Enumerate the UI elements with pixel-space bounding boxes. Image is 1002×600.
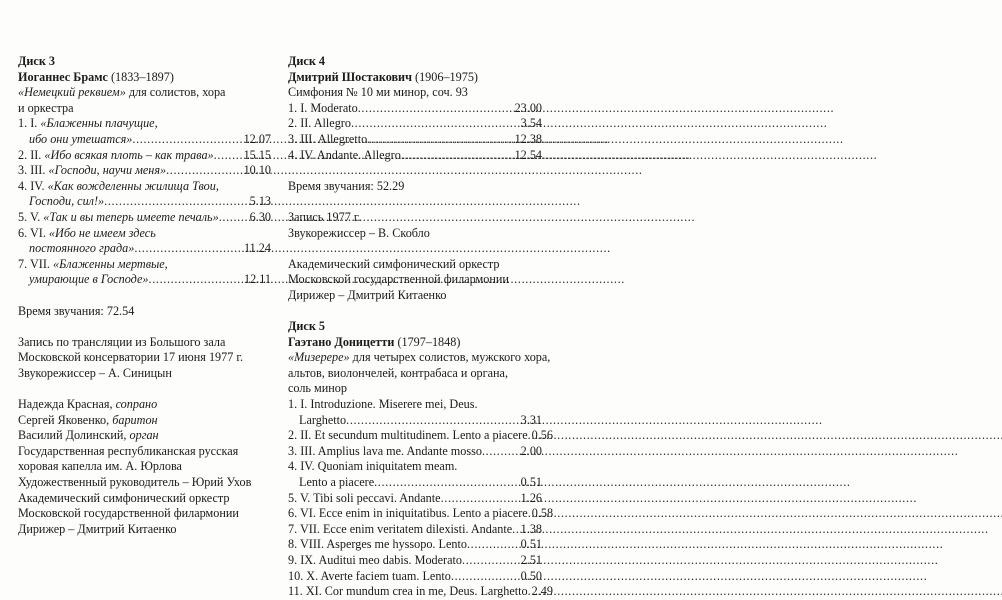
- track-9: [288, 553, 542, 569]
- track-title: 8. VIII. Asperges me hyssopo. Lento: [288, 537, 467, 552]
- track-duration: 23.00: [514, 100, 542, 115]
- leader-dots: [482, 444, 521, 460]
- track-number: 3. III.: [18, 163, 49, 178]
- track-3: [18, 163, 271, 179]
- work-title: Симфония № 10 ми минор, соч. 93: [288, 85, 468, 100]
- track-1-line1: [18, 116, 271, 132]
- track-3: [288, 444, 542, 460]
- track-duration: 12.07: [243, 131, 271, 146]
- credit-line: Художественный руководитель – Юрий Ухов: [18, 475, 252, 490]
- track-title: «Ибо всякая плоть – как трава»: [44, 147, 214, 162]
- work-title-line2: и оркестра: [18, 100, 74, 115]
- composer-years: (1833–1897): [107, 69, 174, 84]
- track-title: 11. XI. Cor mundum crea in me, Deus. Larghetto: [288, 584, 528, 599]
- track-number: 7. VII.: [18, 256, 53, 271]
- track-title: 1. I. Moderato: [288, 100, 358, 115]
- track-7: [288, 522, 542, 538]
- track-title: 2. II. Et secundum multitudinem. Lento a piacere: [288, 428, 528, 443]
- work-title-line3: соль минор: [288, 381, 347, 396]
- track-title: «Господи, научи меня»: [48, 163, 167, 178]
- performer-role: баритон: [112, 412, 158, 427]
- track-title-cont: постоянного града»: [29, 241, 135, 256]
- track-4-line1: [18, 179, 271, 195]
- track-duration: 12.38: [514, 131, 542, 146]
- credit-line: Дирижер – Дмитрий Китаенко: [18, 521, 177, 536]
- track-2: [288, 428, 553, 444]
- track-duration: 10.10: [243, 163, 271, 178]
- credit-line: Дирижер – Дмитрий Китаенко: [288, 287, 447, 302]
- track-2: [288, 116, 542, 132]
- performer-3: [18, 428, 271, 444]
- leader-dots: [149, 272, 245, 288]
- track-title-cont: ибо они утешатся»: [29, 131, 133, 146]
- leader-dots: [512, 522, 521, 538]
- track-7-line1: [18, 257, 271, 273]
- disc-5-heading: Диск 5: [288, 319, 325, 334]
- performer-1: [18, 397, 271, 413]
- credit-line: Академический симфонический оркестр: [288, 256, 500, 271]
- track-title: 10. X. Averte faciem tuam. Lento: [288, 568, 451, 583]
- track-duration: 2.49: [531, 584, 553, 599]
- performer-role: сопрано: [115, 397, 158, 412]
- leader-dots: [467, 537, 521, 553]
- track-6-line2: [18, 241, 271, 257]
- work-title: [288, 350, 551, 366]
- track-2: [18, 148, 271, 164]
- performer-role: орган: [129, 428, 159, 443]
- leader-dots: [132, 132, 243, 148]
- track-title-cont: Lento a piacere: [299, 475, 375, 490]
- composer-years: (1797–1848): [394, 334, 461, 349]
- composer-years: (1906–1975): [411, 69, 478, 84]
- track-3: [288, 132, 542, 148]
- track-duration: 1.26: [520, 490, 542, 505]
- performer-name: Сергей Яковенко,: [18, 412, 113, 427]
- track-duration: 12.11: [244, 272, 271, 287]
- sound-engineer: Звукорежиссер – В. Скобло: [288, 225, 430, 240]
- track-title-cont: Господи, сил!»: [29, 194, 105, 209]
- credit-line: Московской государственной филармонии: [288, 272, 509, 287]
- track-title: 5. V. Tibi soli peccavi. Andante: [288, 490, 441, 505]
- track-title: 7. VII. Ecce enim veritatem dilexisti. Andante: [288, 521, 513, 536]
- track-number: 5. V.: [18, 209, 44, 224]
- track-duration: 2.00: [520, 443, 542, 458]
- work-title-rest: для солистов, хора: [125, 85, 226, 100]
- track-duration: 12.54: [514, 147, 542, 162]
- credit-line: Московской государственной филармонии: [18, 506, 239, 521]
- track-title: 4. IV. Andante. Allegro: [288, 147, 401, 162]
- track-4-line2: [18, 194, 271, 210]
- track-8: [288, 537, 542, 553]
- work-title-line2: альтов, виолончелей, контрабаса и органа,: [288, 365, 509, 380]
- track-duration: 0.58: [531, 506, 554, 521]
- track-duration: 0.50: [520, 568, 542, 583]
- performer-name: Надежда Красная,: [18, 397, 116, 412]
- leader-dots: [358, 101, 515, 117]
- leader-dots: [134, 241, 244, 257]
- track-duration: 6.30: [249, 209, 271, 224]
- track-title: «Блаженны плачущие,: [40, 116, 158, 131]
- track-title-cont: Larghetto: [299, 412, 347, 427]
- leader-dots: [346, 413, 521, 429]
- leader-dots: [367, 132, 514, 148]
- performer-name: Василий Долинский,: [18, 428, 130, 443]
- track-11: [288, 584, 553, 600]
- track-number: 6. VI.: [18, 225, 49, 240]
- work-title-rest: для четырех солистов, мужского хора,: [349, 350, 551, 365]
- work-title: [18, 85, 271, 101]
- track-duration: 15.15: [243, 147, 271, 162]
- leader-dots: [219, 210, 250, 226]
- track-duration: 0.56: [531, 428, 553, 443]
- track-6-line1: [18, 226, 271, 242]
- track-6: [288, 506, 554, 522]
- leader-dots: [104, 194, 250, 210]
- track-duration: 0.51: [520, 537, 542, 552]
- track-1-line2: [288, 413, 542, 429]
- leader-dots: [451, 569, 521, 585]
- sound-engineer: Звукорежиссер – А. Синицын: [18, 365, 172, 380]
- right-column: [288, 54, 554, 600]
- performer-2: [18, 413, 271, 429]
- leader-dots: [166, 163, 243, 179]
- work-title-italic: «Мизерере»: [288, 350, 350, 365]
- disc-4-heading: Диск 4: [288, 54, 325, 68]
- track-4-line1: 4. IV. Quoniam iniquitatem meam.: [288, 459, 458, 474]
- track-7-line2: [18, 272, 271, 288]
- track-duration: 3.31: [520, 412, 542, 427]
- track-1-line1: 1. I. Introduzione. Miserere mei, Deus.: [288, 397, 478, 412]
- track-duration: 1.38: [520, 521, 542, 536]
- credit-line: хоровая капелла им. А. Юрлова: [18, 459, 182, 474]
- track-number: 2. II.: [18, 147, 45, 162]
- track-title: 6. VI. Ecce enim in iniquitatibus. Lento a piacere: [288, 506, 528, 521]
- total-time: Время звучания: 52.29: [288, 178, 405, 193]
- track-title: «Как вожделенны жилища Твои,: [47, 178, 219, 193]
- track-number: 1. I.: [18, 116, 41, 131]
- track-4: [288, 148, 542, 164]
- credit-line: Государственная республиканская русская: [18, 443, 239, 458]
- leader-dots: [441, 491, 521, 507]
- composer-line: [18, 70, 271, 86]
- composer-line: [288, 335, 542, 351]
- track-1: [288, 101, 542, 117]
- track-duration: 5.13: [249, 194, 271, 209]
- track-duration: 2.51: [520, 553, 542, 567]
- disc-3-heading: Диск 3: [18, 54, 55, 68]
- recording-info-1: Запись по трансляции из Большого зала: [18, 334, 226, 349]
- leader-dots: [462, 553, 521, 569]
- track-duration: 11.24: [244, 241, 271, 256]
- work-title-italic: «Немецкий реквием»: [18, 85, 126, 100]
- leader-dots: [214, 148, 244, 164]
- track-title: 3. III. Allegretto: [288, 131, 368, 146]
- total-time: Время звучания: 72.54: [18, 303, 135, 318]
- credit-line: Академический симфонический оркестр: [18, 490, 230, 505]
- composer-name: Гаэтано Доницетти: [288, 334, 395, 349]
- track-10: [288, 569, 542, 585]
- track-5: [288, 491, 542, 507]
- track-4-line2: [288, 475, 542, 491]
- track-5: [18, 210, 271, 226]
- leader-dots: [401, 148, 515, 164]
- track-title-cont: умирающие в Господе»: [29, 272, 149, 287]
- composer-line: [288, 70, 542, 86]
- leader-dots: [351, 116, 521, 132]
- composer-name: Дмитрий Шостакович: [288, 69, 412, 84]
- track-title: «Ибо не имеем здесь: [48, 225, 156, 240]
- track-number: 4. IV.: [18, 178, 48, 193]
- track-title: 3. III. Amplius lava me. Andante mosso: [288, 443, 482, 458]
- track-title: 9. IX. Auditui meo dabis. Moderato: [288, 553, 462, 567]
- track-duration: 3.54: [520, 116, 542, 131]
- leader-dots: [374, 475, 521, 491]
- track-1-line2: [18, 132, 271, 148]
- composer-name: Иоганнес Брамс: [18, 69, 108, 84]
- track-duration: 0.51: [520, 475, 542, 490]
- track-title: «Так и вы теперь имеете печаль»: [43, 209, 219, 224]
- recording-info-2: Московской консерватории 17 июня 1977 г.: [18, 350, 244, 365]
- left-column: [18, 54, 271, 537]
- track-title: «Блаженны мертвые,: [52, 256, 168, 271]
- track-title: 2. II. Allegro: [288, 116, 351, 131]
- recording-info: Запись 1977 г.: [288, 209, 361, 224]
